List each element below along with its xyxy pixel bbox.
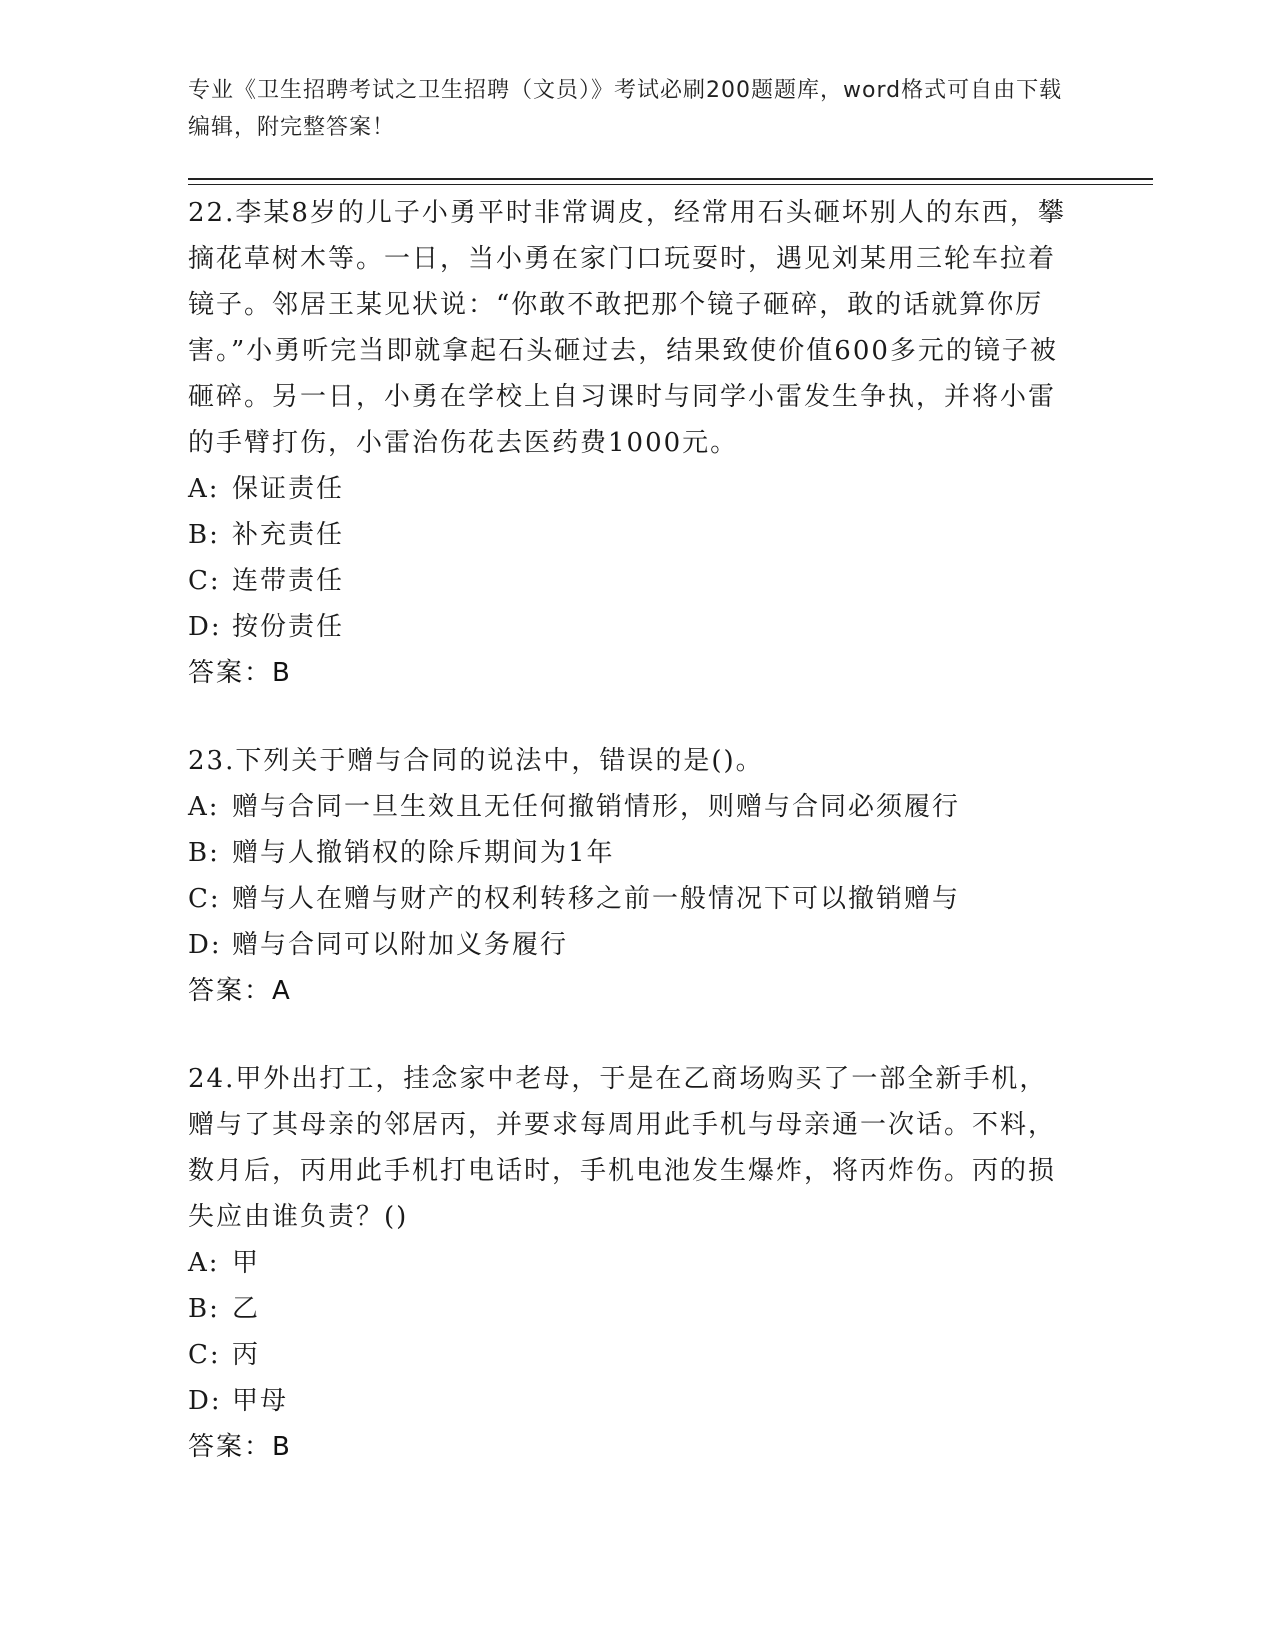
option-a <box>188 1240 1068 1286</box>
option-text: 赠与合同一旦生效且无任何撤销情形，则赠与合同必须履行 <box>232 792 961 822</box>
document-header: 专业《卫生招聘考试之卫生招聘（文员）》考试必刷200题题库，word格式可自由下载编辑，附完整答案！ <box>188 78 1063 140</box>
option-c <box>188 558 1068 604</box>
header-divider-thick <box>188 178 1153 180</box>
question-stem: 24.甲外出打工，挂念家中老母，于是在乙商场购买了一部全新手机，赠与了其母亲的邻居丙，并要求每周用此手机与母亲通一次话。不料，数月后，丙用此手机打电话时，手机电池发生爆炸，将丙炸伤。丙的损失应由谁负责？() <box>188 1064 1057 1232</box>
question-list <box>188 190 1068 1470</box>
option-b <box>188 512 1068 558</box>
option-b <box>188 830 1068 876</box>
option-letter: B: <box>188 838 220 868</box>
question-24 <box>188 1056 1068 1470</box>
option-letter: C: <box>188 884 221 914</box>
option-text: 丙 <box>232 1340 261 1370</box>
question-22 <box>188 190 1068 696</box>
option-letter: B: <box>188 1294 220 1324</box>
question-23 <box>188 738 1068 1014</box>
option-letter: A: <box>188 1248 220 1278</box>
option-letter: A: <box>188 474 220 504</box>
option-text: 保证责任 <box>232 474 345 504</box>
option-b <box>188 1286 1068 1332</box>
option-text: 甲 <box>232 1248 261 1278</box>
option-letter: A: <box>188 792 220 822</box>
header-divider-thin <box>188 184 1153 185</box>
option-text: 按份责任 <box>232 612 345 642</box>
spacer <box>188 696 1068 738</box>
option-text: 乙 <box>232 1294 261 1324</box>
option-letter: D: <box>188 612 222 642</box>
option-letter: D: <box>188 1386 222 1416</box>
option-letter: B: <box>188 520 220 550</box>
option-d <box>188 604 1068 650</box>
option-letter: C: <box>188 566 221 596</box>
answer-line: 答案：A <box>188 976 292 1006</box>
option-a <box>188 784 1068 830</box>
question-stem: 22.李某8岁的儿子小勇平时非常调皮，经常用石头砸坏别人的东西，攀摘花草树木等。一日，当小勇在家门口玩耍时，遇见刘某用三轮车拉着镜子。邻居王某见状说：“你敢不敢把那个镜子砸碎，敢的话就算你厉害。”小勇听完当即就拿起石头砸过去，结果致使价值600多元的镜子被砸碎。另一日，小勇在学校上自习课时与同学小雷发生争执，并将小雷的手臂打伤，小雷治伤花去医药费1000元。 <box>188 198 1066 458</box>
option-text: 连带责任 <box>232 566 345 596</box>
option-d <box>188 1378 1068 1424</box>
option-text: 赠与合同可以附加义务履行 <box>232 930 569 960</box>
answer-line: 答案：B <box>188 1432 292 1462</box>
option-c <box>188 1332 1068 1378</box>
option-c <box>188 876 1068 922</box>
option-a <box>188 466 1068 512</box>
option-text: 赠与人在赠与财产的权利转移之前一般情况下可以撤销赠与 <box>232 884 961 914</box>
option-text: 补充责任 <box>232 520 345 550</box>
option-text: 赠与人撤销权的除斥期间为1年 <box>232 838 615 868</box>
option-letter: D: <box>188 930 222 960</box>
question-stem: 23.下列关于赠与合同的说法中，错误的是()。 <box>188 746 764 776</box>
answer-line: 答案：B <box>188 658 292 688</box>
option-letter: C: <box>188 1340 221 1370</box>
spacer <box>188 1014 1068 1056</box>
option-text: 甲母 <box>232 1386 289 1416</box>
option-d <box>188 922 1068 968</box>
